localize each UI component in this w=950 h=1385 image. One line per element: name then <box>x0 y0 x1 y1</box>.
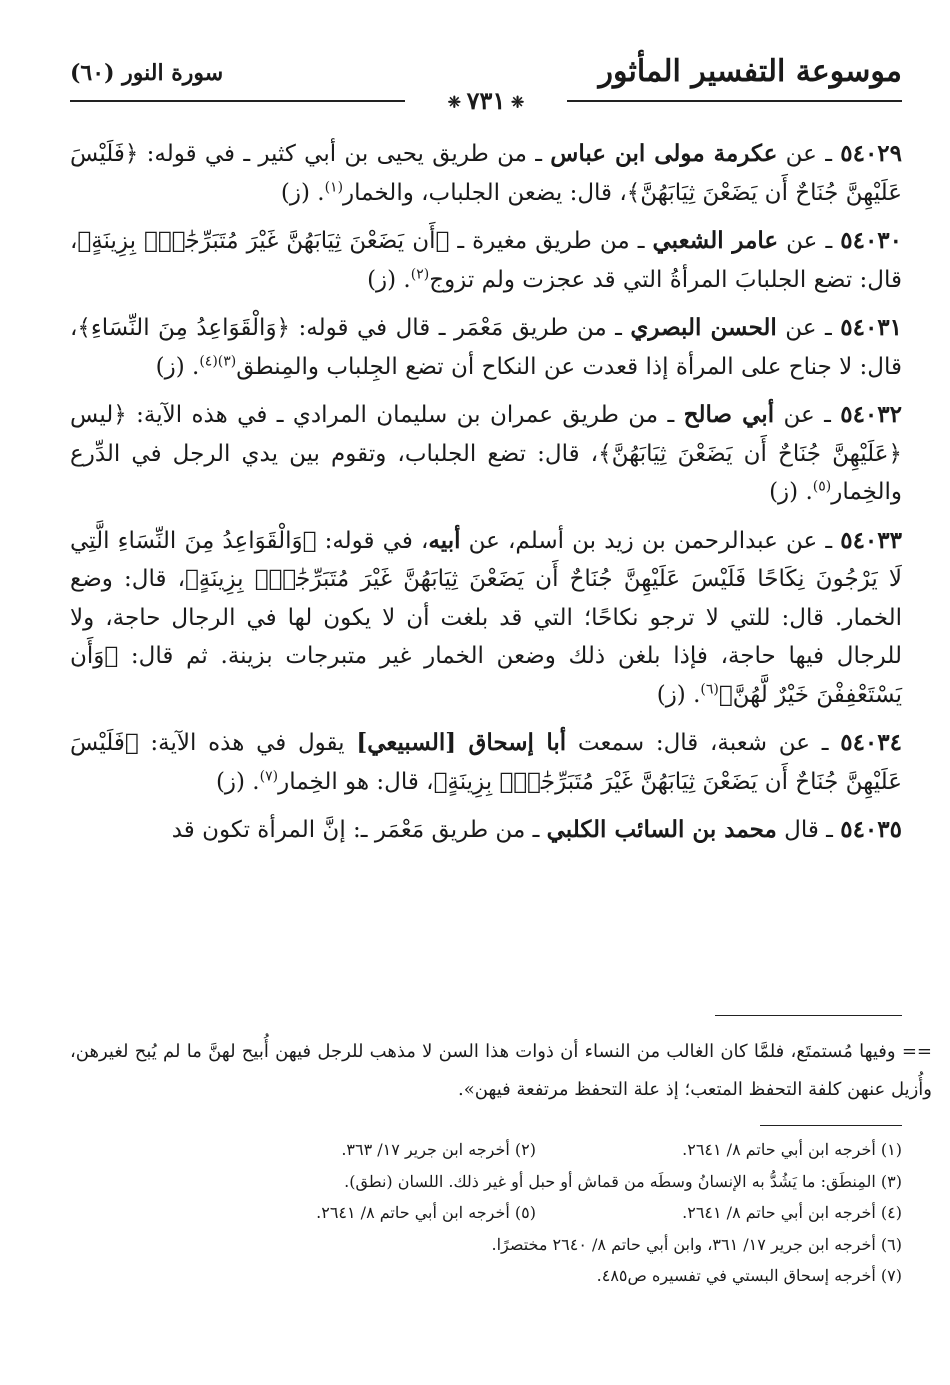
book-title: موسوعة التفسير المأثور <box>598 54 902 89</box>
footnote-rule <box>760 1125 902 1126</box>
narration-entry <box>70 396 902 512</box>
entry-prefix: ـ عن <box>778 228 833 254</box>
footnote: (٦) أخرجه ابن جرير ١٧/ ٣٦١، وابن أبي حاتم ٨/ ٢٦٤٠ مختصرًا. <box>491 1234 902 1254</box>
footnote-ref[interactable]: (١) <box>324 178 344 195</box>
entry-text: ـ من طريق يحيى بن أبي كثير ـ في قوله: ﴿فَلَيْسَ عَلَيْهِنَّ جُنَاحٌ أَن يَضَعْنَ ثِيَابَهُنَّ﴾، قال: يضعن الجلباب، والخمار <box>70 141 902 206</box>
entry-tail: . (ز) <box>367 266 411 293</box>
entry-number: ٥٤٠٣٠ <box>840 227 903 254</box>
entry-tail: . (ز) <box>769 479 813 505</box>
narration-entry <box>70 811 902 850</box>
narration-entry <box>70 724 902 801</box>
narrator-name: أبيه <box>428 526 461 554</box>
narration-entry <box>70 222 902 299</box>
entry-text: ، في قوله: ﴿وَالْقَوَاعِدُ مِنَ النِّسَاءِ الَّتِي لَا يَرْجُونَ نِكَاحًا فَلَيْسَ عَلَيْهِنَّ جُنَاحٌ أَن يَضَعْنَ ثِيَابَهُنَّ غَيْرَ مُتَبَرِّجَٰتِۭ بِزِينَةٍ﴾، قال: وضع الخمار. قال: للتي لا ترجو نكاحًا؛ التي قد بلغت أن لا يكون لها في الرجال حاجة، ولا للرجال فيها حاجة، فإذا بلغن ذلك وضعن الخمار غير متبرجات بزينة. ثم قال: ﴿وَأَن يَسْتَعْفِفْنَ خَيْرٌ لَّهُنَّ﴾ <box>70 527 902 708</box>
footnotes <box>170 1134 902 1292</box>
entry-number: ٥٤٠٢٩ <box>840 140 903 167</box>
footnote-ref[interactable]: (٦) <box>700 680 719 697</box>
entry-text: ـ من طريق عمران بن سليمان المرادي ـ في هذه الآية: ﴿ليس ﴿عَلَيْهِنَّ جُنَاحٌ أَن يَضَعْنَ ثِيَابَهُنَّ﴾، قال: تضع الجلباب، وتقوم بين يدي الرجل في الدِّرع والخِمار <box>70 402 902 505</box>
narrator-name: عامر الشعبي <box>652 227 779 254</box>
narrator-name: أبي صالح <box>683 401 775 428</box>
narrator-name: محمد بن السائب الكلبي <box>546 816 777 843</box>
entry-number: ٥٤٠٣٥ <box>840 816 902 843</box>
footnote-ref[interactable]: (٧) <box>259 767 279 784</box>
continued-footnote: == وفيها مُستمتَع، فلمَّا كان الغالب من النساء أن ذوات هذا السن لا مذهب للرجل فيهن أُبيح لهنَّ ما لم يُبح لغيرهن، وأُزيل عنهن كلفة التحفظ المتعب؛ إذ علة التحفظ مرتفعة فيهن». <box>70 1041 932 1100</box>
entry-text: يقول في هذه الآية: ﴿فَلَيْسَ عَلَيْهِنَّ جُنَاحٌ أَن يَضَعْنَ ثِيَابَهُنَّ غَيْرَ مُتَبَرِّجَٰتِۭ بِزِينَةٍ﴾، قال: هو الخِمار <box>70 730 902 795</box>
entry-number: ٥٤٠٣٢ <box>840 401 902 428</box>
main-text <box>70 135 902 850</box>
continuation-rule <box>715 1015 902 1016</box>
footnote-row <box>170 1260 902 1292</box>
narration-entry <box>70 522 902 715</box>
entry-text: ـ من طريق مَعْمَر ـ قال في قوله: ﴿وَالْقَوَاعِدُ مِنَ النِّسَاءِ﴾، قال: لا جناح على المرأة إذا قعدت عن النكاح أن تضع الجِلباب والمِنطق <box>70 315 902 380</box>
footnote: (٢) أخرجه ابن جرير ١٧/ ٣٦٣. <box>341 1140 536 1159</box>
entry-text: ـ من طريق مَعْمَر ـ: إنَّ المرأة تكون قد <box>171 817 547 843</box>
narrator-name: أبا إسحاق [السبيعي] <box>356 729 567 756</box>
ornament-icon: ❈ <box>447 92 467 112</box>
footnote: (٧) أخرجه إسحاق البستي في تفسيره ص٤٨٥. <box>596 1266 902 1285</box>
entry-number: ٥٤٠٣٣ <box>840 526 902 554</box>
footnote-row <box>170 1197 902 1229</box>
surah-title: سورة النور (٦٠) <box>70 60 224 86</box>
entry-number: ٥٤٠٣٤ <box>840 729 902 756</box>
footnote: (٣) المِنطَق: ما يَشُدُّ به الإنسانُ وسطَه من قماش أو حبل أو غير ذلك. اللسان (نطق). <box>344 1171 902 1191</box>
footnote-ref[interactable]: (٢) <box>410 265 430 282</box>
footnote-row <box>170 1134 902 1166</box>
entry-prefix: ـ عن عبدالرحمن بن زيد بن أسلم، عن <box>460 527 833 554</box>
ornament-icon: ❈ <box>505 92 525 112</box>
entry-prefix: ـ عن <box>777 141 832 167</box>
footnote-row <box>170 1229 902 1261</box>
footnote: (٤) أخرجه ابن أبي حاتم ٨/ ٢٦٤١. <box>682 1203 902 1222</box>
entry-prefix: ـ قال <box>776 817 833 843</box>
entry-prefix: ـ عن شعبة، قال: سمعت <box>566 730 829 756</box>
entry-number: ٥٤٠٣١ <box>840 314 903 341</box>
footnote-ref[interactable]: (٥) <box>812 478 832 495</box>
entry-text: ـ من طريق مغيرة ـ ﴿أَن يَضَعْنَ ثِيَابَهُنَّ غَيْرَ مُتَبَرِّجَٰتِۭ بِزِينَةٍ﴾، قال: تضع الجلبابَ المرأةُ التي قد عجزت ولم تزوج <box>70 228 902 293</box>
narrator-name: عكرمة مولى ابن عباس <box>550 140 778 167</box>
narrator-name: الحسن البصري <box>630 314 777 341</box>
narration-entry <box>70 135 902 212</box>
entry-prefix: ـ عن <box>774 402 831 428</box>
entry-tail: . (ز) <box>215 768 260 795</box>
entry-tail: . (ز) <box>656 681 701 708</box>
page-header <box>70 52 902 116</box>
footnote: (٥) أخرجه ابن أبي حاتم ٨/ ٢٦٤١. <box>316 1203 536 1222</box>
page-number-box <box>70 88 902 116</box>
footnote-row <box>170 1166 902 1198</box>
entry-tail: . (ز) <box>280 179 325 206</box>
narration-entry <box>70 309 902 386</box>
footnote: (١) أخرجه ابن أبي حاتم ٨/ ٢٦٤١. <box>682 1140 902 1159</box>
page-number: ٧٣١ <box>466 86 506 115</box>
entry-tail: . (ز) <box>155 353 200 380</box>
entry-prefix: ـ عن <box>776 315 832 341</box>
footnote-ref[interactable]: (٣)(٤) <box>199 352 237 369</box>
